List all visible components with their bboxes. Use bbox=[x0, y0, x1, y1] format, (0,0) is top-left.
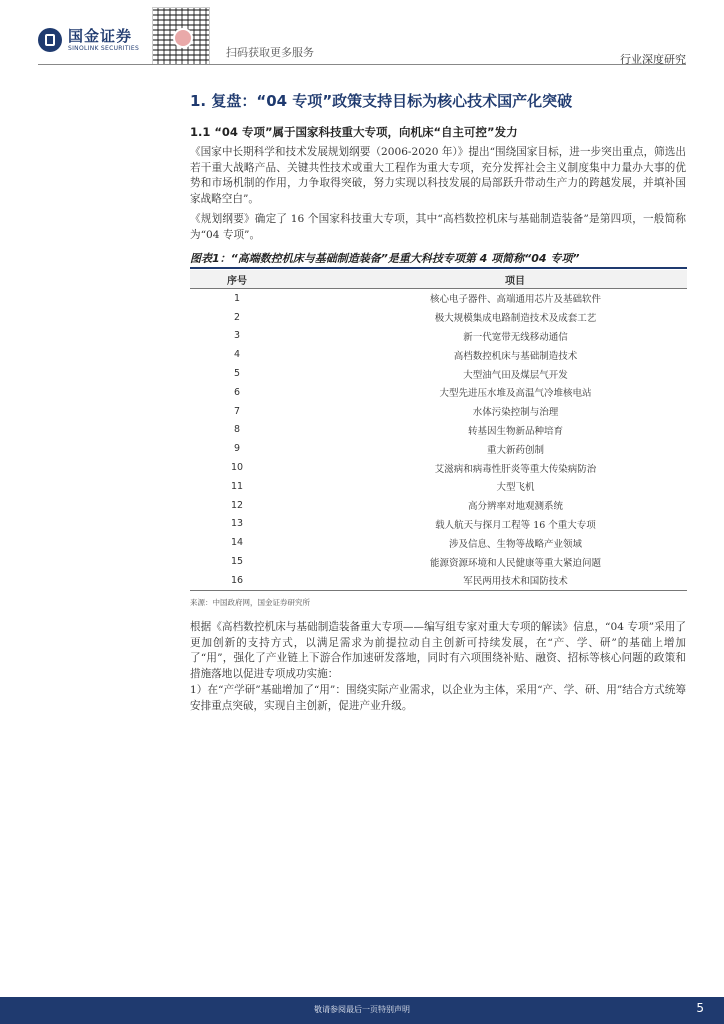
section-heading: 1. 复盘：“04 专项”政策支持目标为核心技术国产化突破 bbox=[190, 92, 573, 110]
row-number: 12 bbox=[230, 499, 244, 511]
row-number: 4 bbox=[233, 349, 241, 361]
paragraph-3: 根据《高档数控机床与基础制造装备重大专项——编写组专家对重大专项的解读》信息，“04 专项”采用了更加创新的支持方式，以满足需求为前提拉动自主创新可持续发展，在“产、学、研”的基础上增加了“用”，强化了产业链上下游合作加速研发落地，同时有六项围绕补贴、融资、招标等核心问题的政策和措施落地以促进专项成功实施： bbox=[190, 621, 686, 680]
table-row bbox=[190, 327, 687, 346]
subsection-heading: 1.1 “04 专项”属于国家科技重大专项，向机床“自主可控”发力 bbox=[190, 125, 518, 139]
logo-cn-text: 国金证券 bbox=[68, 26, 133, 45]
row-item: 核心电子器件、高端通用芯片及基础软件 bbox=[429, 294, 601, 306]
row-number: 13 bbox=[230, 518, 244, 530]
table-row bbox=[190, 364, 687, 383]
table-row bbox=[190, 439, 687, 458]
table-row bbox=[190, 383, 687, 402]
qr-code-icon bbox=[152, 7, 210, 65]
table-row bbox=[190, 496, 687, 515]
row-item: 重大新药创制 bbox=[486, 444, 544, 456]
table-row bbox=[190, 289, 687, 308]
table-row bbox=[190, 477, 687, 496]
table-row bbox=[190, 402, 687, 421]
row-number: 11 bbox=[230, 480, 244, 492]
row-item: 极大规模集成电路制造技术及成套工艺 bbox=[434, 313, 597, 325]
company-logo bbox=[38, 28, 139, 52]
page-header bbox=[0, 0, 724, 70]
row-item: 高分辨率对地观测系统 bbox=[467, 501, 563, 513]
figure-title: 图表1：“高端数控机床与基础制造装备”是重大科技专项第 4 项简称“04 专项” bbox=[190, 252, 580, 265]
logo-en-text: SINOLINK SECURITIES bbox=[68, 44, 140, 52]
row-number: 3 bbox=[233, 330, 241, 342]
logo-icon bbox=[38, 28, 62, 52]
row-item: 高档数控机床与基础制造技术 bbox=[453, 350, 578, 362]
table-row bbox=[190, 515, 687, 534]
row-number: 14 bbox=[230, 537, 244, 549]
table-row bbox=[190, 533, 687, 552]
page-number: 5 bbox=[696, 1001, 704, 1015]
table-row bbox=[190, 458, 687, 477]
row-number: 1 bbox=[233, 292, 241, 304]
row-item: 能源资源环境和人民健康等重大紧迫问题 bbox=[429, 557, 601, 569]
row-number: 15 bbox=[230, 556, 244, 568]
row-item: 转基因生物新品种培育 bbox=[467, 425, 563, 437]
paragraph-1: 《国家中长期科学和技术发展规划纲要（2006-2020 年）》提出“围绕国家目标，进一步突出重点，筛选出若干重大战略产品、关键共性技术或重大工程作为重大专项，充分发挥社会主义制度集中力量办大事的优势和市场机制的作用，力争取得突破，努力实现以科技发展的局部跃升带动生产力的跨越发展，并填补国家战略空白”。 bbox=[190, 146, 686, 205]
row-item: 大型油气田及煤层气开发 bbox=[463, 369, 568, 381]
row-number: 9 bbox=[233, 443, 241, 455]
figure-source: 来源：中国政府网，国金证券研究所 bbox=[190, 598, 310, 607]
paragraph-2: 《规划纲要》确定了 16 个国家科技重大专项，其中“高档数控机床与基础制造装备”是第四项，一般简称为“04 专项”。 bbox=[190, 213, 686, 241]
row-number: 7 bbox=[233, 405, 241, 417]
row-item: 水体污染控制与治理 bbox=[472, 407, 559, 419]
row-item: 新一代宽带无线移动通信 bbox=[463, 331, 568, 343]
header-divider bbox=[38, 64, 686, 65]
projects-table bbox=[190, 270, 687, 591]
row-number: 16 bbox=[190, 571, 284, 590]
report-type-label: 行业深度研究 bbox=[620, 53, 686, 66]
row-item: 大型飞机 bbox=[496, 482, 535, 494]
paragraph-4: 1）在“产学研”基础增加了“用”：围绕实际产业需求，以企业为主体，采用“产、学、研、用”结合方式统筹安排重点突破，实现自主创新，促进产业升级。 bbox=[190, 684, 686, 712]
row-number: 5 bbox=[233, 368, 241, 380]
row-item: 涉及信息、生物等战略产业领域 bbox=[448, 538, 582, 550]
figure-top-rule bbox=[190, 267, 687, 269]
row-number: 2 bbox=[233, 311, 241, 323]
row-item: 大型先进压水堆及高温气冷堆核电站 bbox=[439, 388, 592, 400]
table-row bbox=[190, 552, 687, 571]
row-item: 军民两用技术和国防技术 bbox=[284, 571, 687, 590]
table-header-row bbox=[190, 270, 687, 289]
table-row bbox=[190, 345, 687, 364]
row-item: 艾滋病和病毒性肝炎等重大传染病防治 bbox=[434, 463, 597, 475]
footer-disclaimer: 敬请参阅最后一页特别声明 bbox=[314, 1005, 410, 1014]
column-header-item: 项目 bbox=[284, 270, 687, 289]
column-header-no: 序号 bbox=[190, 270, 284, 289]
row-number: 10 bbox=[230, 462, 244, 474]
scan-hint: 扫码获取更多服务 bbox=[226, 46, 314, 59]
row-number: 6 bbox=[233, 386, 241, 398]
table-row bbox=[190, 571, 687, 590]
table-row bbox=[190, 421, 687, 440]
row-number: 8 bbox=[233, 424, 241, 436]
row-item: 载人航天与探月工程等 16 个重大专项 bbox=[435, 519, 596, 531]
table-row bbox=[190, 308, 687, 327]
